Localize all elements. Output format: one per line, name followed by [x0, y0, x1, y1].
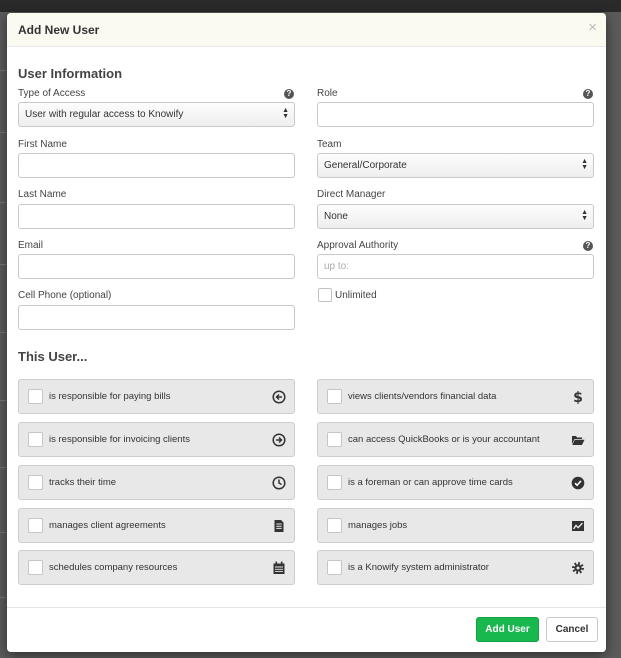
option-label: is a foreman or can approve time cards [348, 477, 513, 488]
document-icon [272, 519, 286, 533]
modal-footer [7, 607, 606, 652]
help-icon[interactable]: ? [583, 241, 593, 251]
user-information-heading: User Information [18, 66, 123, 81]
option-system-administrator[interactable] [317, 550, 594, 585]
svg-text:$: $ [573, 390, 583, 404]
option-checkbox[interactable] [28, 560, 43, 575]
folder-open-icon [571, 433, 585, 447]
cancel-button[interactable]: Cancel [546, 617, 598, 642]
unlimited-checkbox[interactable] [318, 288, 332, 302]
team-label: Team [317, 139, 342, 150]
modal-header [7, 13, 606, 47]
option-checkbox[interactable] [28, 432, 43, 447]
first-name-input[interactable] [18, 153, 295, 178]
option-label: tracks their time [49, 477, 117, 488]
option-label: manages jobs [348, 520, 408, 531]
modal-title: Add New User [18, 23, 100, 37]
check-circle-icon [571, 476, 585, 490]
arrow-circle-right-icon [272, 433, 286, 447]
select-arrows-icon: ▲ ▼ [282, 107, 289, 120]
option-checkbox[interactable] [327, 432, 342, 447]
add-user-button[interactable]: Add User [476, 617, 539, 642]
close-icon[interactable]: × [588, 19, 597, 36]
role-label: Role [317, 88, 338, 99]
option-label: manages client agreements [49, 520, 166, 531]
option-label: is responsible for paying bills [49, 391, 171, 402]
type-of-access-label: Type of Access [18, 88, 86, 99]
option-checkbox[interactable] [28, 475, 43, 490]
first-name-label: First Name [18, 139, 67, 150]
cell-phone-label: Cell Phone (optional) [18, 290, 112, 301]
option-checkbox[interactable] [28, 518, 43, 533]
last-name-input[interactable] [18, 204, 295, 229]
option-label: is a Knowify system administrator [348, 562, 489, 573]
clock-icon [272, 476, 286, 490]
select-arrows-icon: ▲ ▼ [581, 209, 588, 222]
email-label: Email [18, 240, 44, 251]
select-arrows-icon: ▲ ▼ [581, 158, 588, 171]
option-foreman-approve-timecards[interactable] [317, 465, 594, 500]
team-value: General/Corporate [324, 160, 407, 171]
type-of-access-value: User with regular access to Knowify [25, 109, 184, 120]
unlimited-label: Unlimited [335, 290, 377, 301]
calendar-icon [272, 561, 286, 575]
option-schedules-resources[interactable] [18, 550, 295, 585]
option-views-financial-data[interactable] [317, 379, 594, 414]
direct-manager-value: None [324, 211, 348, 222]
option-manages-agreements[interactable] [18, 508, 295, 543]
option-tracks-time[interactable] [18, 465, 295, 500]
team-select[interactable] [317, 153, 594, 178]
last-name-label: Last Name [18, 189, 67, 200]
option-invoicing-clients[interactable] [18, 422, 295, 457]
role-input[interactable] [317, 102, 594, 127]
this-user-heading: This User... [18, 349, 88, 364]
approval-authority-label: Approval Authority [317, 240, 399, 251]
chart-icon [571, 519, 585, 533]
email-input[interactable] [18, 254, 295, 279]
option-quickbooks-access[interactable] [317, 422, 594, 457]
app-top-bar [0, 0, 621, 12]
option-label: can access QuickBooks or is your accountant [348, 434, 540, 445]
help-icon[interactable]: ? [583, 89, 593, 99]
option-label: is responsible for invoicing clients [49, 434, 190, 445]
option-checkbox[interactable] [327, 475, 342, 490]
help-icon[interactable]: ? [284, 89, 294, 99]
option-label: views clients/vendors financial data [348, 391, 497, 402]
option-checkbox[interactable] [327, 389, 342, 404]
cell-phone-input[interactable] [18, 305, 295, 330]
direct-manager-select[interactable] [317, 204, 594, 229]
arrow-circle-left-icon [272, 390, 286, 404]
gear-icon [571, 561, 585, 575]
option-manages-jobs[interactable] [317, 508, 594, 543]
add-user-modal [7, 13, 606, 652]
dollar-icon [571, 390, 585, 404]
option-checkbox[interactable] [327, 560, 342, 575]
option-paying-bills[interactable] [18, 379, 295, 414]
option-checkbox[interactable] [327, 518, 342, 533]
option-label: schedules company resources [49, 562, 178, 573]
type-of-access-select[interactable] [18, 102, 295, 127]
approval-authority-input[interactable]: up to: [317, 254, 594, 279]
option-checkbox[interactable] [28, 389, 43, 404]
direct-manager-label: Direct Manager [317, 189, 386, 200]
